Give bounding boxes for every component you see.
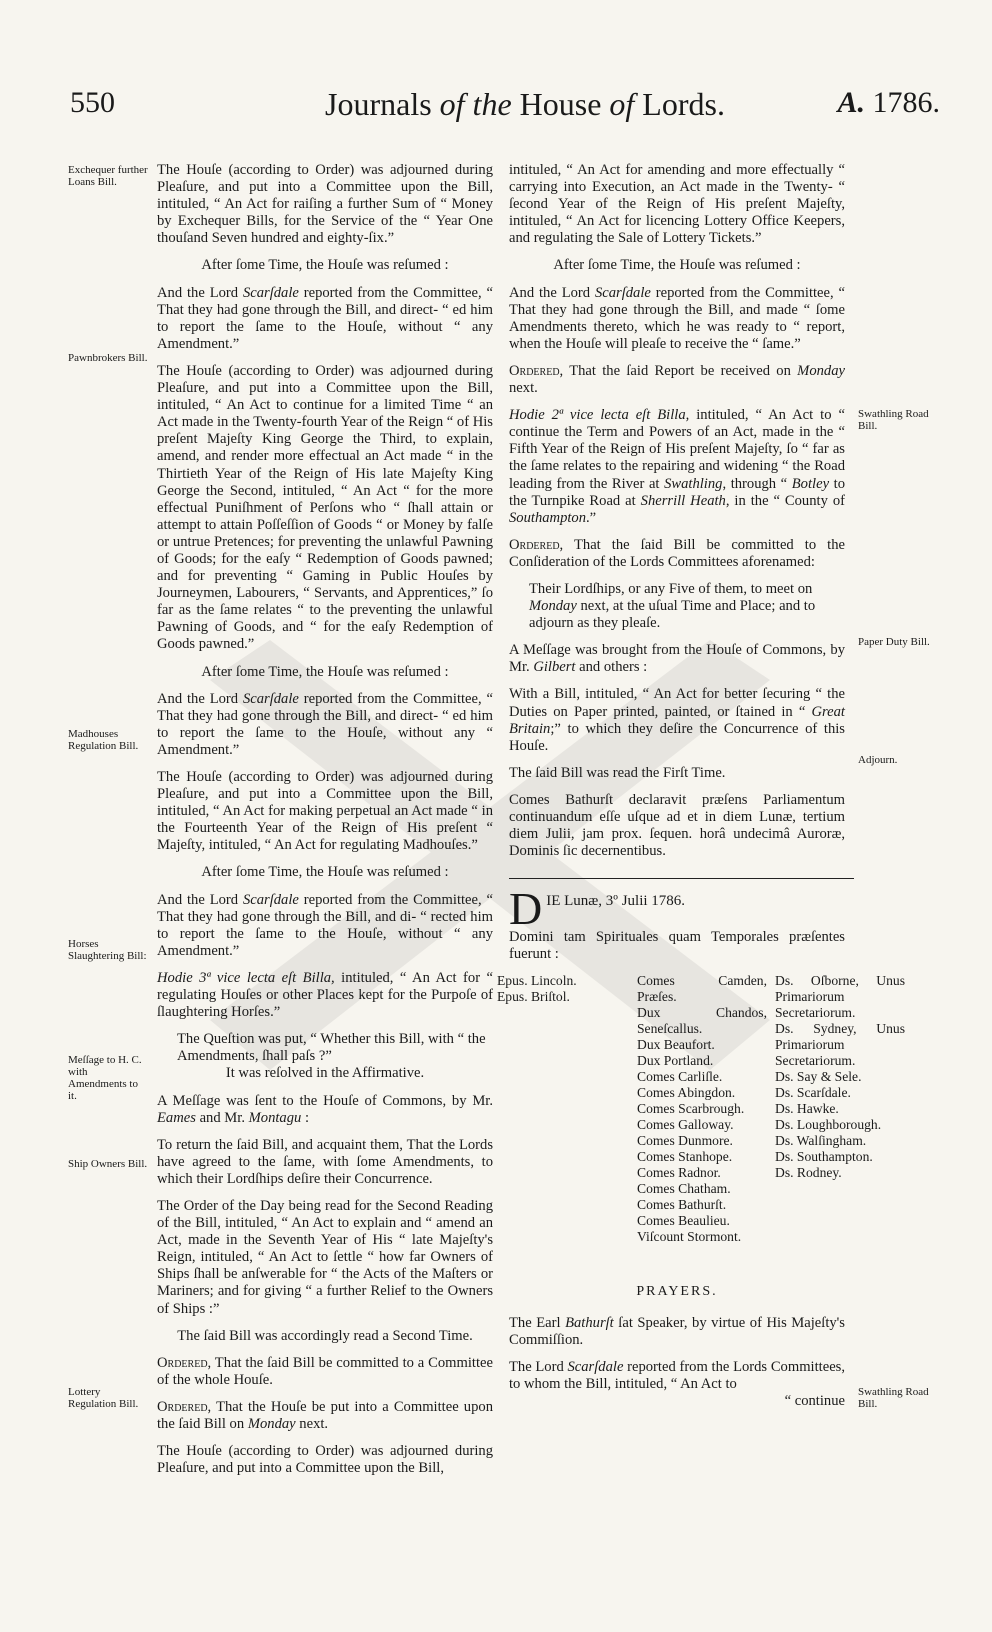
left-column: [157, 162, 493, 1487]
paragraph: intituled, “ An Act for amending and more effectually “ carrying into Execution, an Act made in the Twenty- “ ſecond Year of the Reign of His preſent Majeſty, intituled, “ An Act for licencing Lottery Office Keepers, and regulating the Sale of Lottery Tickets.”: [509, 162, 845, 247]
paragraph: Domini tam Spirituales quam Temporales præſentes fuerunt :: [509, 929, 845, 963]
paragraph: After ſome Time, the Houſe was reſumed :: [553, 257, 801, 274]
margin-note-exchequer: Exchequer further Loans Bill.: [68, 164, 148, 188]
paragraph: The Houſe (according to Order) was adjourned during Pleaſure, and put into a Committee upon the Bill, intituled, “ An Act for raiſing a further Sum of “ Money by Exchequer Bills, for the Service of the “ Year One thouſand Seven hundred and eighty-ſix.”: [157, 162, 493, 247]
margin-note-madhouses: Madhouses Regulation Bill.: [68, 728, 139, 752]
page-number: 550: [70, 86, 115, 119]
paragraph: Comes Bathurſt declaravit præſens Parliamentum continuandum eſſe uſque ad et in diem Lunæ, tertium diem Julii, jam prox. ſequen. horâ undecimâ Auroræ, Dominis ſic decernentibus.: [509, 791, 845, 860]
paragraph: To return the ſaid Bill, and acquaint them, That the Lords have agreed to the ſame, with ſome Amendments, to which their Lordſhips deſire their Concurrence.: [157, 1136, 493, 1187]
lord-name: Epus. Briſtol.: [497, 989, 570, 1005]
paragraph: Ordered, That the ſaid Bill be committed to the Conſideration of the Lords Committees aforenamed:: [509, 536, 845, 570]
page-year: A. 1786.: [837, 86, 940, 119]
paragraph: The Houſe (according to Order) was adjourned during Pleaſure, and put into a Committee upon the Bill, intituled, “ An Act for making perpetual an Act made “ in the Fourteenth Year of the Reign of His preſent “ Majeſty, intituled, “ An Act for regulating Madhouſes.”: [157, 769, 493, 854]
paragraph: The Order of the Day being read for the Second Reading of the Bill, intituled, “ An Act to explain and “ amend an Act, made in the Seventh Year of His “ late Majeſty's Reign, intituled, “ An Act to ſettle “ how far Owners of Ships ſhall be anſwerable for “ the Acts of the Maſters or Mariners; and for giving “ a further Relief to the Owners of Ships :”: [157, 1197, 493, 1317]
margin-note-paperduty: Paper Duty Bill.: [858, 636, 930, 648]
paragraph: A Meſſage was brought from the Houſe of Commons, by Mr. Gilbert and others :: [509, 642, 845, 676]
paragraph: And the Lord Scarſdale reported from the Committee, “ That they had gone through the Bill, and direct- “ ed him to report the ſame to the Houſe, without “ any Amendment.”: [157, 284, 493, 352]
sitting-date: DIE Lunæ, 3º Julii 1786.: [509, 883, 686, 935]
prayers-heading: PRAYERS.: [636, 1284, 718, 1300]
paragraph: A Meſſage was ſent to the Houſe of Commons, by Mr. Eames and Mr. Montagu :: [157, 1092, 493, 1126]
paragraph: The Earl Bathurſt ſat Speaker, by virtue of His Majeſty's Commiſſion.: [509, 1314, 845, 1348]
lord-name: Ds. Hawke.: [775, 1101, 839, 1117]
paragraph: Hodie 2ª vice lecta eſt Billa, intituled, “ An Act to “ continue the Term and Powers of an Act, made in the “ Fifth Year of the Reign of His preſent Majeſty, ſo “ far as the ſame relates to the repairing and widening “ the Road leading from the River at Swathling, through “ Botley to the Turnpike Road at Sherrill Heath, in the “ County of Southampton.”: [509, 407, 845, 526]
paragraph: The ſaid Bill was read the Firſt Time.: [509, 764, 726, 781]
lord-name: Comes Beaulieu.: [637, 1213, 730, 1229]
paragraph: Ordered, That the Houſe be put into a Committee upon the ſaid Bill on Monday next.: [157, 1398, 493, 1432]
paragraph: After ſome Time, the Houſe was reſumed :: [201, 257, 449, 274]
bishops-list: [497, 973, 617, 1005]
paragraph: Ordered, That the ſaid Bill be committed to a Committee of the whole Houſe.: [157, 1354, 493, 1388]
paragraph: Their Lordſhips, or any Five of them, to meet on Monday next, at the uſual Time and Place; and to adjourn as they pleaſe.: [529, 580, 816, 632]
margin-note-lottery: Lottery Regulation Bill.: [68, 1386, 139, 1410]
lord-name: Ds. Sydney, Unus Primariorum Secretariorum.: [775, 1021, 905, 1069]
page-header: [70, 86, 940, 136]
paragraph: And the Lord Scarſdale reported from the Committee, “ That they had gone through the Bill, and made “ ſome Amendments thereto, which he was ready to “ report, when the Houſe will pleaſe to receive the “ ſame.”: [509, 284, 845, 352]
paragraph: With a Bill, intituled, “ An Act for better ſecuring “ the Duties on Paper printed, painted, or ſtained in “ Great Britain;” to which they deſire the Concurrence of this Houſe.: [509, 686, 845, 754]
lord-name: Comes Bathurſt.: [637, 1197, 727, 1213]
paragraph: Ordered, That the ſaid Report be received on Monday next.: [509, 362, 845, 397]
lord-name: Dux Chandos, Seneſcallus.: [637, 1005, 767, 1037]
lord-name: Comes Dunmore.: [637, 1133, 733, 1149]
lord-name: Comes Abingdon.: [637, 1085, 736, 1101]
paragraph: It was reſolved in the Affirmative.: [225, 1065, 425, 1082]
lord-name: Comes Carliſle.: [637, 1069, 723, 1085]
margin-note-message: Meſſage to H. C. with Amendments to it.: [68, 1054, 142, 1102]
catchword: “ continue: [784, 1392, 845, 1409]
margin-note-swathling: Swathling Road Bill.: [858, 408, 929, 432]
lord-name: Comes Chatham.: [637, 1181, 731, 1197]
lord-name: Comes Stanhope.: [637, 1149, 733, 1165]
paragraph: The Lord Scarſdale reported from the Lords Committees, to whom the Bill, intituled, “ An Act to: [509, 1358, 845, 1392]
paragraph: The Queſtion was put, “ Whether this Bill, with “ the Amendments, ſhall paſs ?”: [177, 1031, 486, 1065]
lord-name: Ds. Loughborough.: [775, 1117, 882, 1133]
temporal-lords-list: [637, 973, 767, 1245]
lords-present-list: [497, 973, 905, 1273]
lord-name: Comes Galloway.: [637, 1117, 734, 1133]
divider: [509, 878, 854, 879]
paragraph: The Houſe (according to Order) was adjourned during Pleaſure, and put into a Committee upon the Bill,: [157, 1443, 493, 1477]
margin-note-pawnbrokers: Pawnbrokers Bill.: [68, 352, 148, 364]
margin-note-swathling-2: Swathling Road Bill.: [858, 1386, 929, 1410]
lord-name: Ds. Scarſdale.: [775, 1085, 851, 1101]
paragraph: After ſome Time, the Houſe was reſumed :: [201, 663, 449, 680]
lord-name: Comes Radnor.: [637, 1165, 721, 1181]
paragraph: And the Lord Scarſdale reported from the Committee, “ That they had gone through the Bill, and direct- “ ed him to report the ſame to the Houſe, without any “ Amendment.”: [157, 690, 493, 758]
lord-name: Comes Scarbrough.: [637, 1101, 745, 1117]
paragraph: The ſaid Bill was accordingly read a Second Time.: [177, 1327, 473, 1344]
lord-name: Dux Beaufort.: [637, 1037, 715, 1053]
lord-name: Ds. Say & Sele.: [775, 1069, 862, 1085]
lord-name: Ds. Rodney.: [775, 1165, 842, 1181]
margin-note-horses: Horses Slaughtering Bill:: [68, 938, 147, 962]
margin-note-shipowners: Ship Owners Bill.: [68, 1158, 148, 1170]
lord-name: Ds. Oſborne, Unus Primariorum Secretariorum.: [775, 973, 905, 1021]
paragraph: After ſome Time, the Houſe was reſumed :: [201, 864, 449, 881]
margin-note-adjourn: Adjourn.: [858, 754, 898, 766]
paragraph: And the Lord Scarſdale reported from the Committee, “ That they had gone through the Bill, and di- “ rected him to report the ſame to the Houſe, without “ any Amendment.”: [157, 891, 493, 959]
lord-name: Viſcount Stormont.: [637, 1229, 742, 1245]
journal-title: Journals of the House of Lords.: [325, 86, 725, 122]
lord-name: Dux Portland.: [637, 1053, 714, 1069]
lord-name: Ds. Southampton.: [775, 1149, 873, 1165]
paragraph: Hodie 3ª vice lecta eſt Billa, intituled, “ An Act for “ regulating Houſes or other Places kept for the Purpoſe of ſlaughtering Horſes.”: [157, 969, 493, 1021]
paragraph: The Houſe (according to Order) was adjourned during Pleaſure, and put into a Committee upon the Bill, intituled, “ An Act to continue for a limited Time “ an Act made in the Twenty-fourth Year of the Reign “ of His preſent Majeſty King George the Third, to explain, amend, and render more effectual an Act made “ in the Thirtieth Year of the Reign of His late Majeſty King George the Second, intituled, “ An Act “ for the more effectual Puniſhment of Perſons who “ ſhall attain or attempt to attain Poſſeſſion of Goods “ or Money by falſe or untrue Pretences; for preventing the unlawful Pawning of Goods; for the eaſy “ Redemption of Goods pawned; and for preventing “ Gaming in Public Houſes by Journeymen, Labourers, “ Servants, and Apprentices,” ſo far as the ſame relates “ to the preventing the unlawful Pawning of Goods, and “ for the eaſy Redemption of Goods pawned.”: [157, 362, 493, 653]
lord-name: Ds. Walſingham.: [775, 1133, 867, 1149]
lord-name: Comes Camden, Præſes.: [637, 973, 767, 1005]
lord-name: Epus. Lincoln.: [497, 973, 577, 989]
barons-list: [775, 973, 905, 1181]
